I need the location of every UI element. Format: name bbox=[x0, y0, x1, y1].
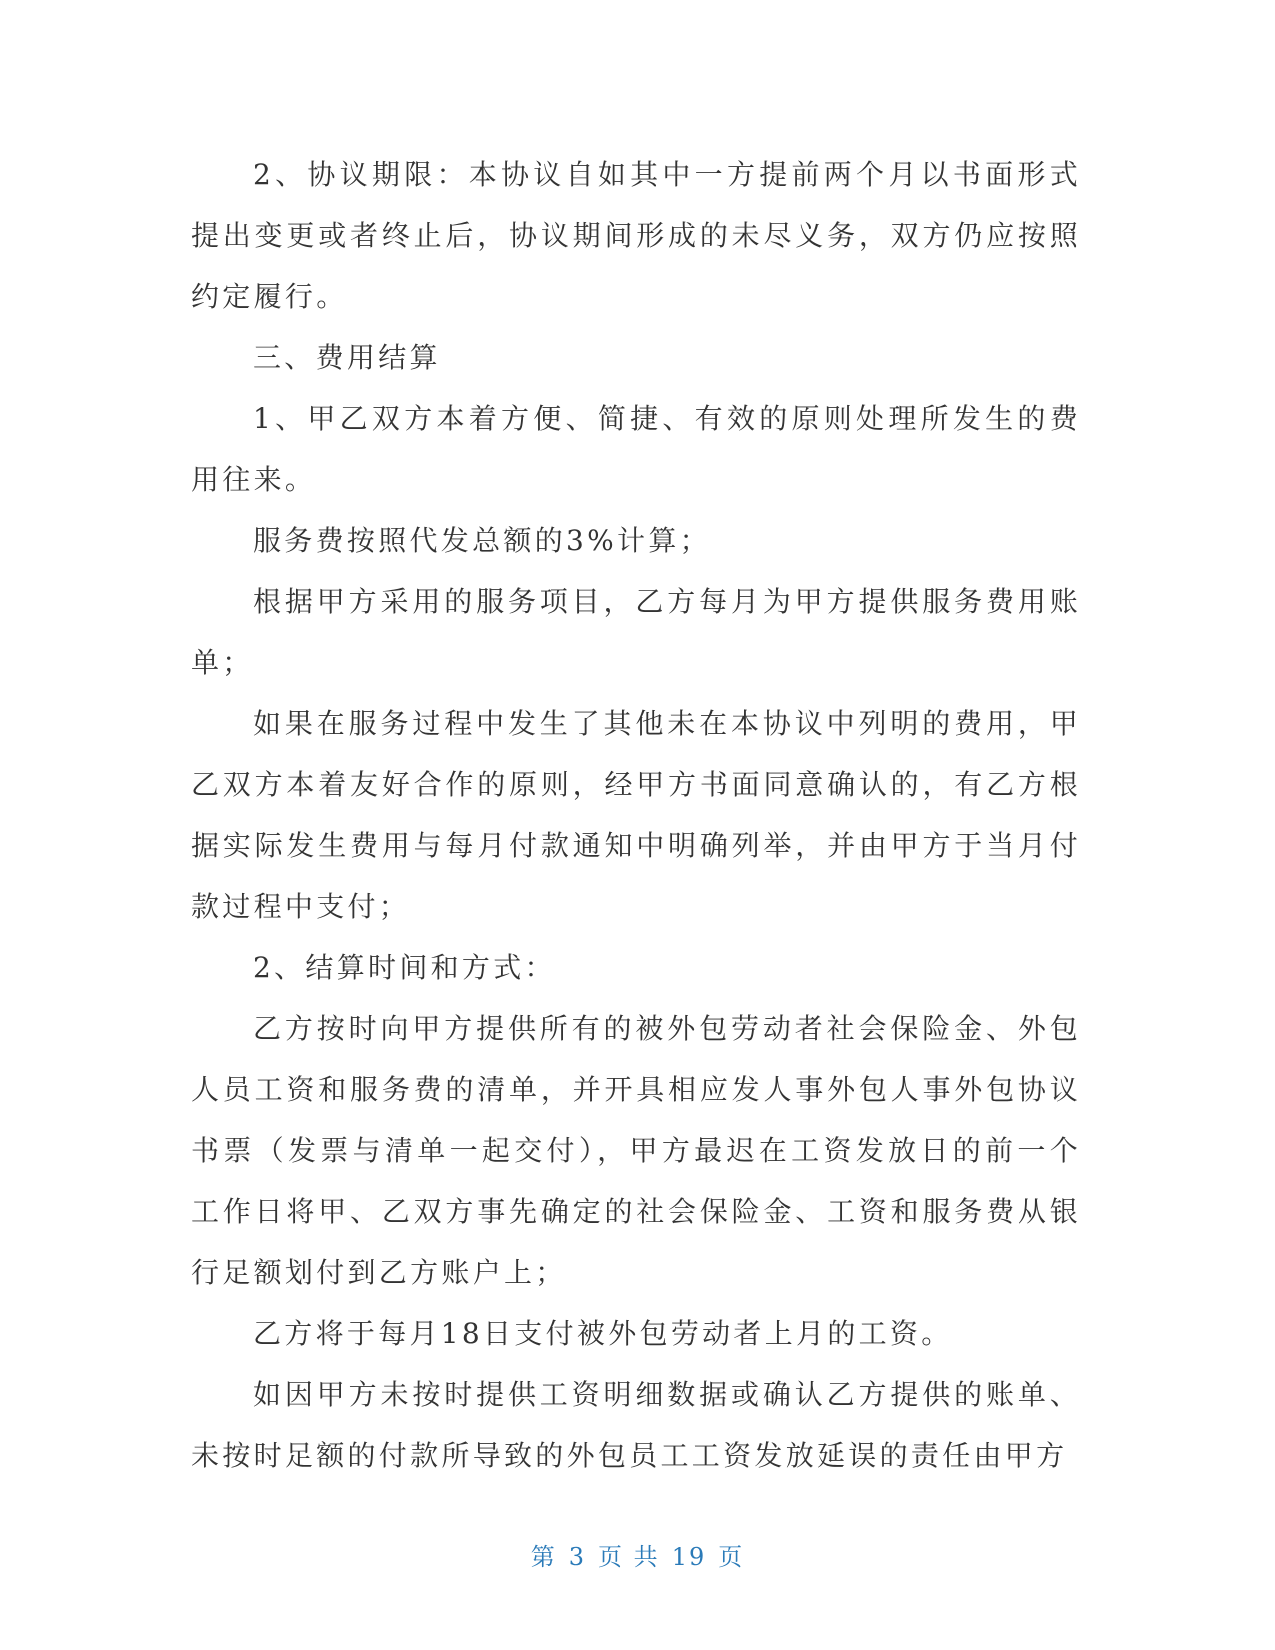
footer-prefix: 第 bbox=[530, 1543, 557, 1571]
page-number-footer bbox=[0, 1537, 1275, 1572]
paragraph-delay-liability: 如因甲方未按时提供工资明细数据或确认乙方提供的账单、未按时足额的付款所导致的外包员工工资发放延误的责任由甲方 bbox=[191, 1378, 1081, 1472]
paragraph-service-fee-rate: 服务费按照代发总额的3%计算； bbox=[253, 524, 711, 557]
footer-middle: 页 共 bbox=[598, 1543, 660, 1571]
section-heading-fee-settlement: 三、费用结算 bbox=[253, 341, 441, 374]
footer-current-page: 3 bbox=[568, 1543, 587, 1571]
paragraph-salary-date: 乙方将于每月18日支付被外包劳动者上月的工资。 bbox=[253, 1317, 953, 1350]
paragraph-fee-principle: 1、甲乙双方本着方便、简捷、有效的原则处理所发生的费用往来。 bbox=[191, 402, 1081, 496]
paragraph-payment-procedure: 乙方按时向甲方提供所有的被外包劳动者社会保险金、外包人员工资和服务费的清单，并开具相应发人事外包人事外包协议书票（发票与清单一起交付），甲方最迟在工资发放日的前一个工作日将甲、乙双方事先确定的社会保险金、工资和服务费从银行足额划付到乙方账户上； bbox=[191, 1012, 1081, 1289]
paragraph-settlement-heading: 2、结算时间和方式： bbox=[253, 951, 556, 984]
paragraph-monthly-bill: 根据甲方采用的服务项目，乙方每月为甲方提供服务费用账单； bbox=[191, 585, 1081, 679]
footer-total-pages: 19 bbox=[671, 1543, 707, 1571]
paragraph-agreement-term: 2、协议期限：本协议自如其中一方提前两个月以书面形式提出变更或者终止后，协议期间形成的未尽义务，双方仍应按照约定履行。 bbox=[191, 158, 1081, 313]
document-body bbox=[191, 144, 1081, 1486]
footer-suffix: 页 bbox=[718, 1543, 745, 1571]
paragraph-other-fees: 如果在服务过程中发生了其他未在本协议中列明的费用，甲乙双方本着友好合作的原则，经甲方书面同意确认的，有乙方根据实际发生费用与每月付款通知中明确列举，并由甲方于当月付款过程中支付； bbox=[191, 707, 1081, 923]
